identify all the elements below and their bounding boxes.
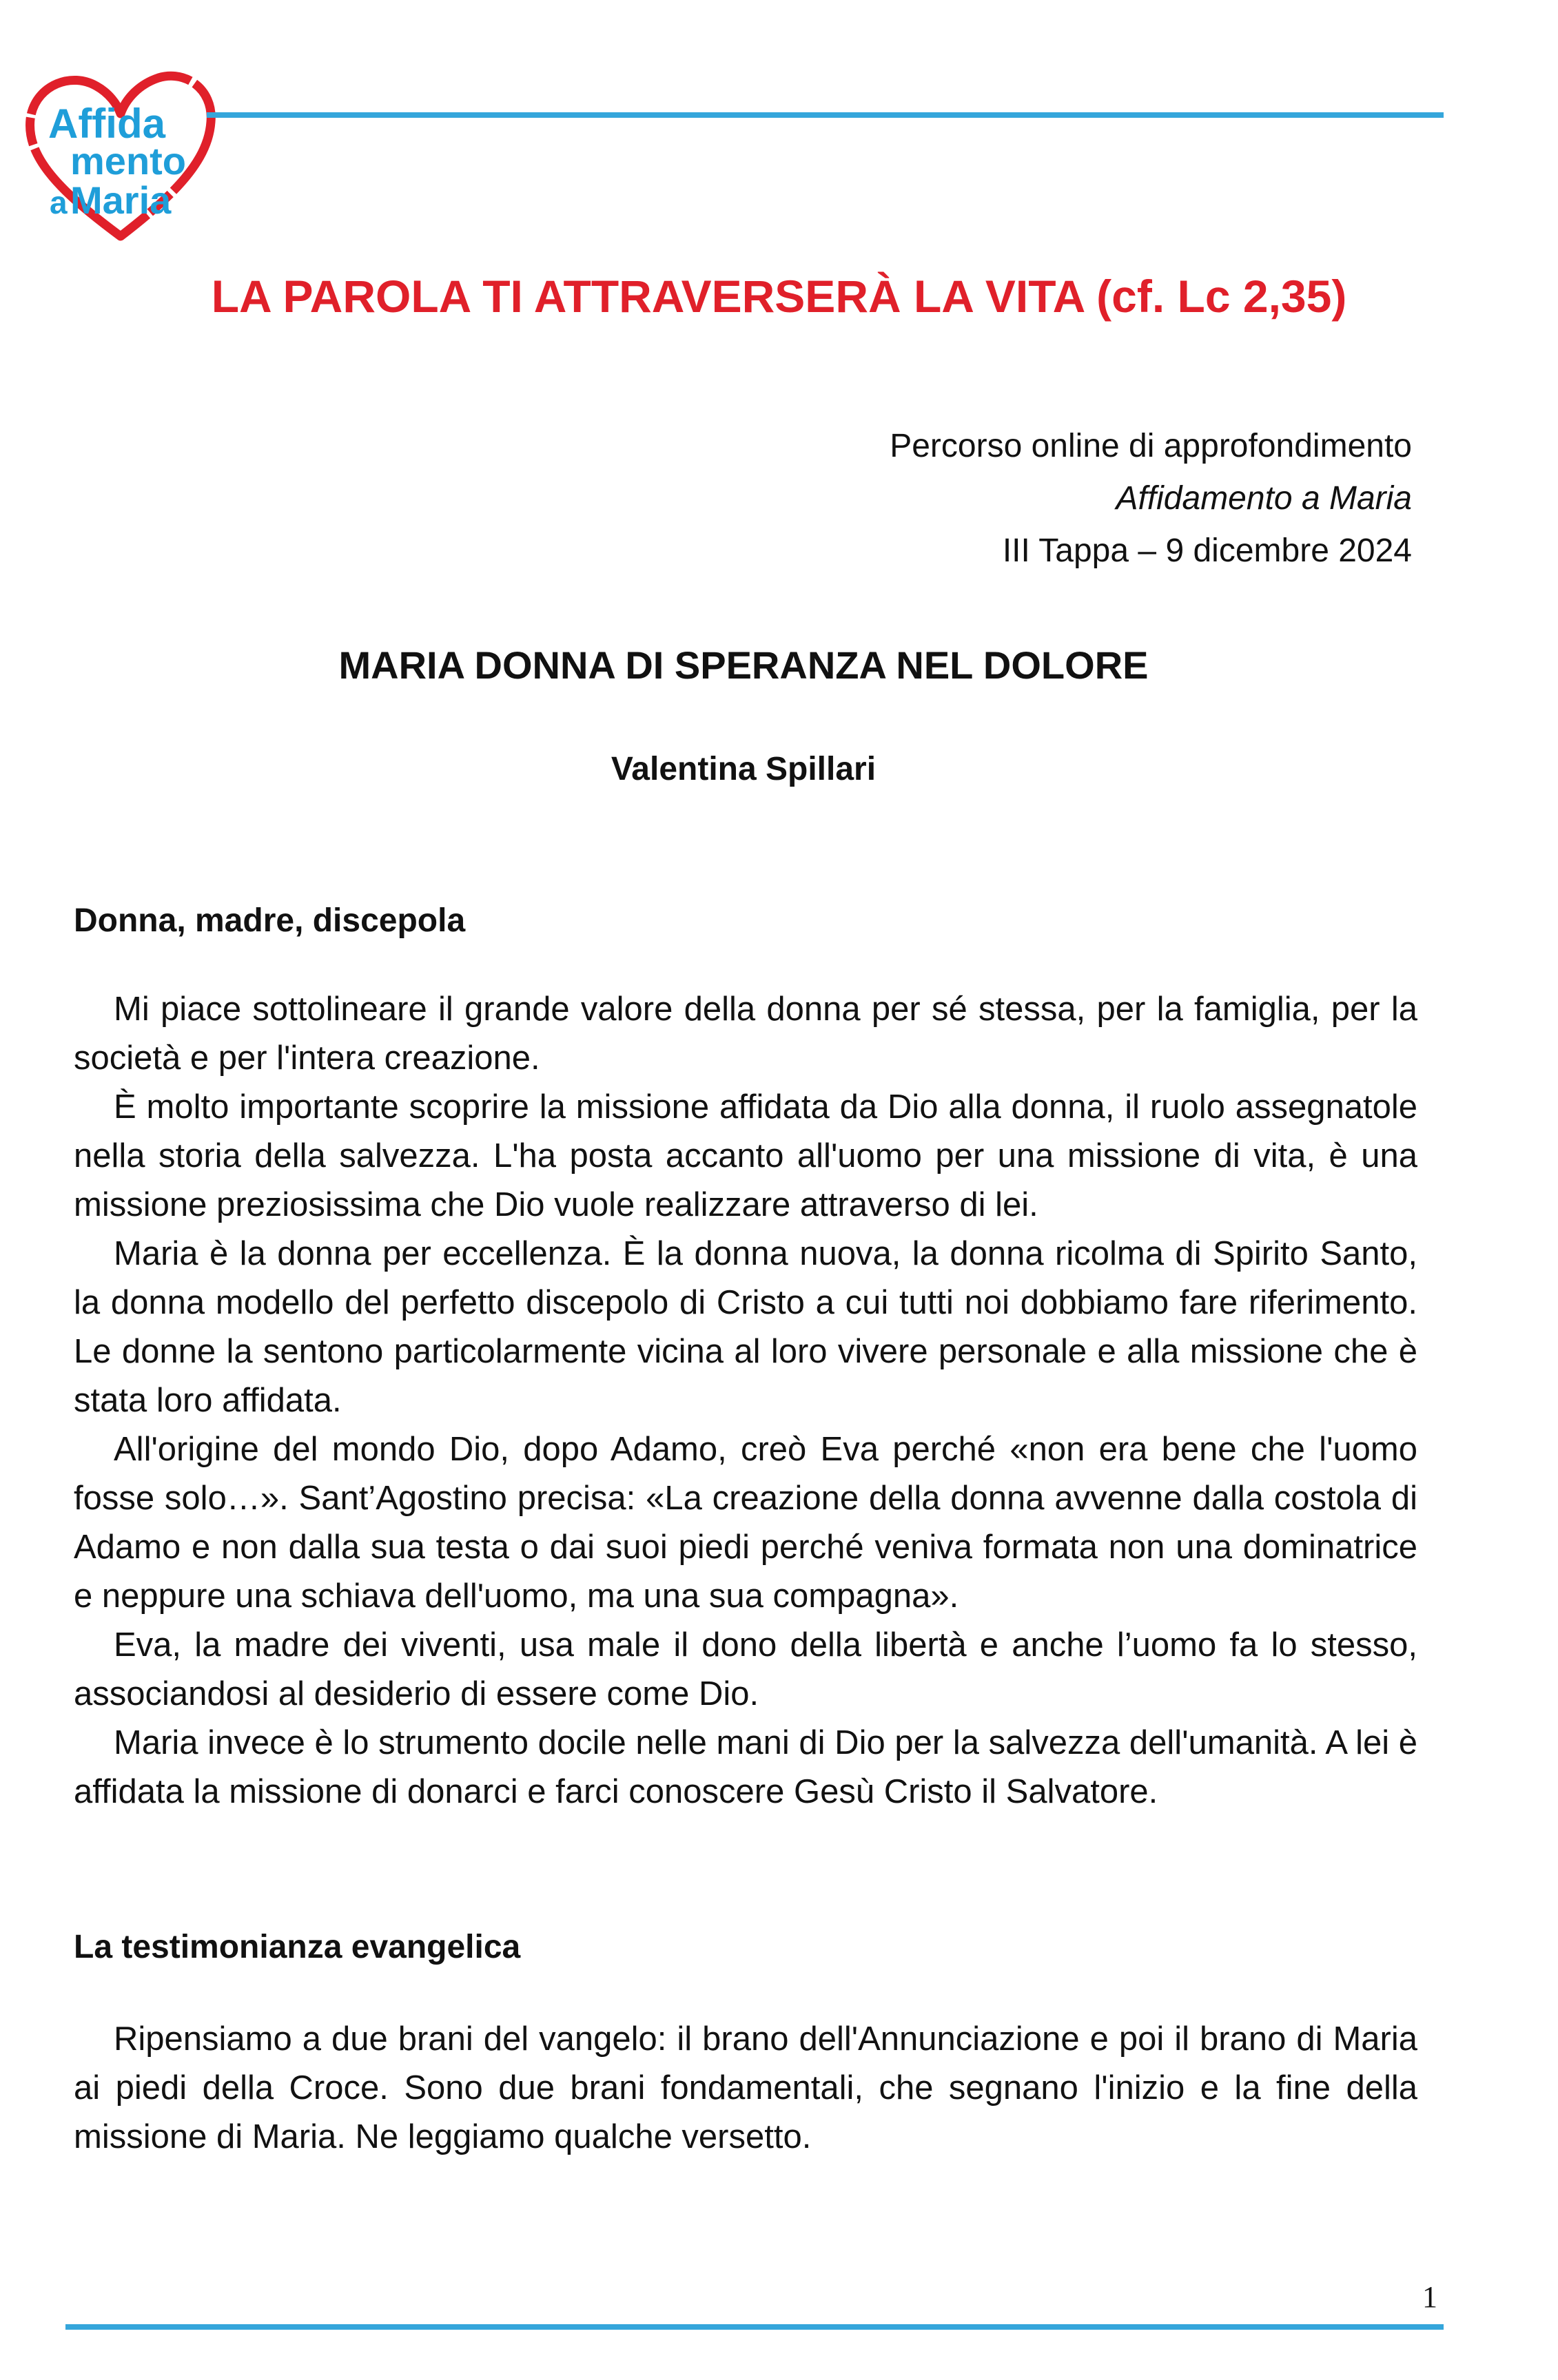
heart-logo-icon <box>21 65 221 245</box>
meta-course: Percorso online di approfondimento <box>890 428 1412 464</box>
section-body-testimonianza-evangelica <box>74 2015 1417 2162</box>
author-name: Valentina Spillari <box>611 751 877 787</box>
footer-rule <box>65 2324 1444 2330</box>
paragraph: È molto importante scoprire la missione affidata da Dio alla donna, il ruolo assegnatole nella storia della salvezza. L'ha posta accanto all'uomo per una missione di vita, è una missione preziosissima che Dio vuole realizzare attraverso di lei. <box>74 1088 1417 1223</box>
header-rule <box>207 112 1444 118</box>
document-meta <box>890 420 1412 577</box>
page-number: 1 <box>1422 2280 1437 2314</box>
paragraph: Maria invece è lo strumento docile nelle mani di Dio per la salvezza dell'umanità. A lei è affidata la missione di donarci e farci conoscere Gesù Cristo il Salvatore. <box>74 1724 1417 1810</box>
section-heading-testimonianza-evangelica: La testimonianza evangelica <box>74 1929 521 1965</box>
paragraph: Eva, la madre dei viventi, usa male il dono della libertà e anche l’uomo fa lo stesso, associandosi al desiderio di essere come Dio. <box>74 1626 1417 1712</box>
logo-text-maria: Maria <box>70 178 172 222</box>
logo-text-affida: Affida <box>48 101 165 147</box>
meta-stage-date: III Tappa – 9 dicembre 2024 <box>1002 532 1412 569</box>
document-subtitle: MARIA DONNA DI SPERANZA NEL DOLORE <box>338 643 1149 687</box>
meta-program: Affidamento a Maria <box>1116 480 1412 517</box>
affidamento-a-maria-logo <box>21 65 221 245</box>
logo-text-a: a <box>50 185 68 220</box>
paragraph: Ripensiamo a due brani del vangelo: il brano dell'Annunciazione e poi il brano di Maria ai piedi della Croce. Sono due brani fondamentali, che segnano l'inizio e la fine della missione di Maria. Ne leggiamo qualche versetto. <box>74 2020 1417 2155</box>
section-heading-donna-madre-discepola: Donna, madre, discepola <box>74 902 466 939</box>
document-title: LA PAROLA TI ATTRAVERSERÀ LA VITA (cf. Lc 2,35) <box>211 271 1347 322</box>
section-body-donna-madre-discepola <box>74 985 1417 1817</box>
paragraph: Maria è la donna per eccellenza. È la donna nuova, la donna ricolma di Spirito Santo, la donna modello del perfetto discepolo di Cristo a cui tutti noi dobbiamo fare riferimento. Le donne la sentono particolarmente vicina al loro vivere personale e alla missione che è stata loro affidata. <box>74 1235 1417 1419</box>
paragraph: Mi piace sottolineare il grande valore della donna per sé stessa, per la famiglia, per la società e per l'intera creazione. <box>74 991 1417 1077</box>
logo-text-mento: mento <box>70 139 186 183</box>
paragraph: All'origine del mondo Dio, dopo Adamo, creò Eva perché «non era bene che l'uomo fosse solo…». Sant’Agostino precisa: «La creazione della donna avvenne dalla costola di Adamo e non dalla sua testa o dai suoi piedi perché veniva formata non una dominatrice e neppure una schiava dell'uomo, ma una sua compagna». <box>74 1431 1417 1615</box>
